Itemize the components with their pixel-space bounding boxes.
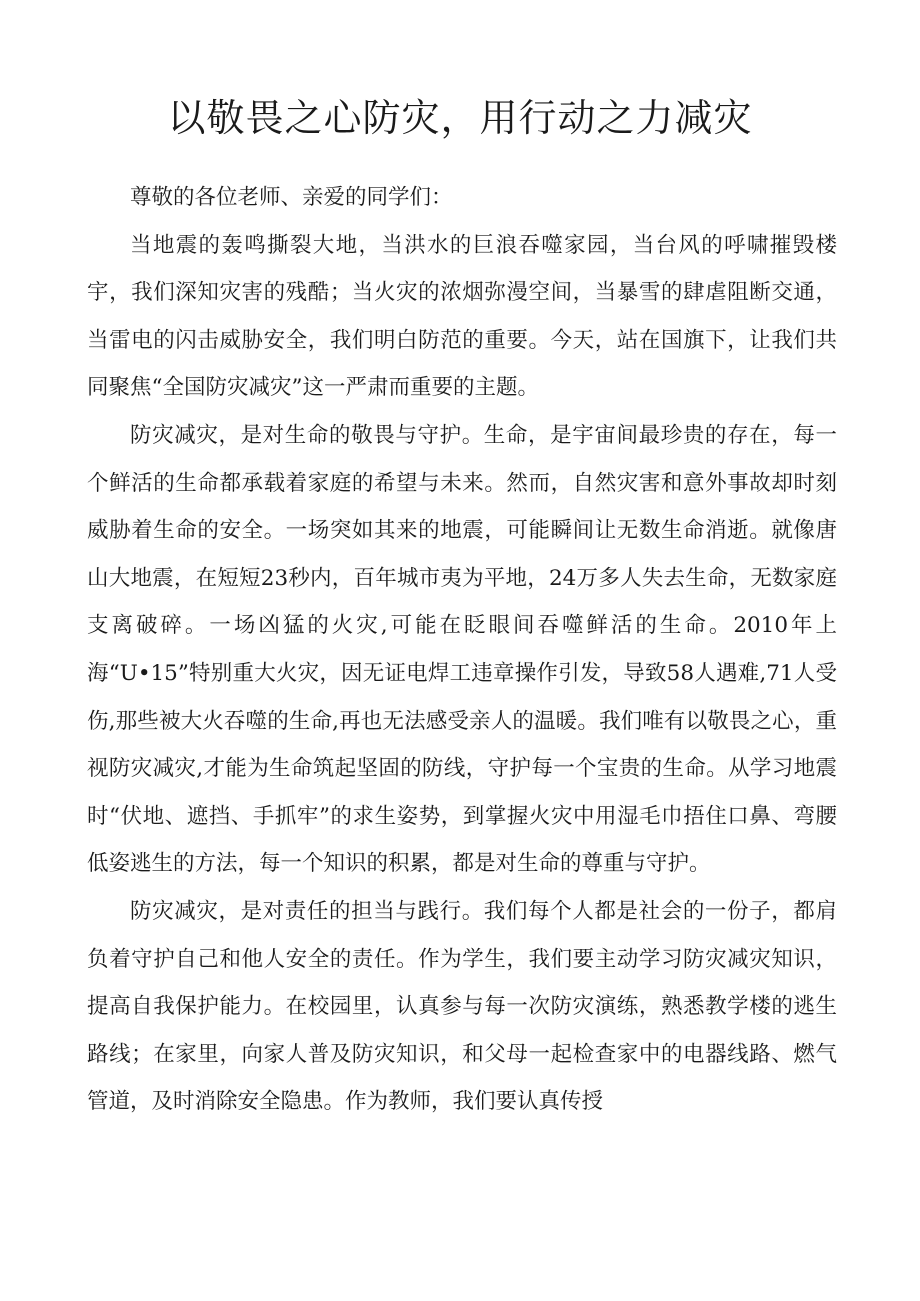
document-title: 以敬畏之心防灾，用行动之力减灾 [167, 96, 753, 140]
paragraph-1: 当地震的轰鸣撕裂大地，当洪水的巨浪吞噬家园，当台风的呼啸摧毁楼宇，我们深知灾害的残酷；当火灾的浓烟弥漫空间，当暴雪的肆虐阻断交通，当雷电的闪击威胁安全，我们明白防范的重要。今天，站在国旗下，让我们共同聚焦“全国防灾减灾”这一严肃而重要的主题。 [87, 232, 837, 401]
greeting: 尊敬的各位老师、亲爱的同学们： [130, 185, 453, 210]
paragraph-2: 防灾减灾，是对生命的敬畏与守护。生命，是宇宙间最珍贵的存在，每一个鲜活的生命都承载着家庭的希望与未来。然而，自然灾害和意外事故却时刻威胁着生命的安全。一场突如其来的地震，可能瞬间让无数生命消逝。就像唐山大地震，在短短23秒内，百年城市夷为平地，24万多人失去生命，无数家庭支离破碎。一场凶猛的火灾,可能在眨眼间吞噬鲜活的生命。2010年上海“U•15”特别重大火灾，因无证电焊工违章操作引发，导致58人遇难,71人受伤,那些被大火吞噬的生命,再也无法感受亲人的温暖。我们唯有以敬畏之心，重视防灾减灾,才能为生命筑起坚固的防线，守护每一个宝贵的生命。从学习地震时“伏地、遮挡、手抓牢”的求生姿势，到掌握火灾中用湿毛巾捂住口鼻、弯腰低姿逃生的方法，每一个知识的积累，都是对生命的尊重与守护。 [87, 422, 837, 877]
document-body [87, 174, 837, 1126]
paragraph-3: 防灾减灾，是对责任的担当与践行。我们每个人都是社会的一份子，都肩负着守护自己和他人安全的责任。作为学生，我们要主动学习防灾减灾知识，提高自我保护能力。在校园里，认真参与每一次防灾演练，熟悉教学楼的逃生路线；在家里，向家人普及防灾知识，和父母一起检查家中的电器线路、燃气管道，及时消除安全隐患。作为教师，我们要认真传授 [87, 898, 837, 1115]
